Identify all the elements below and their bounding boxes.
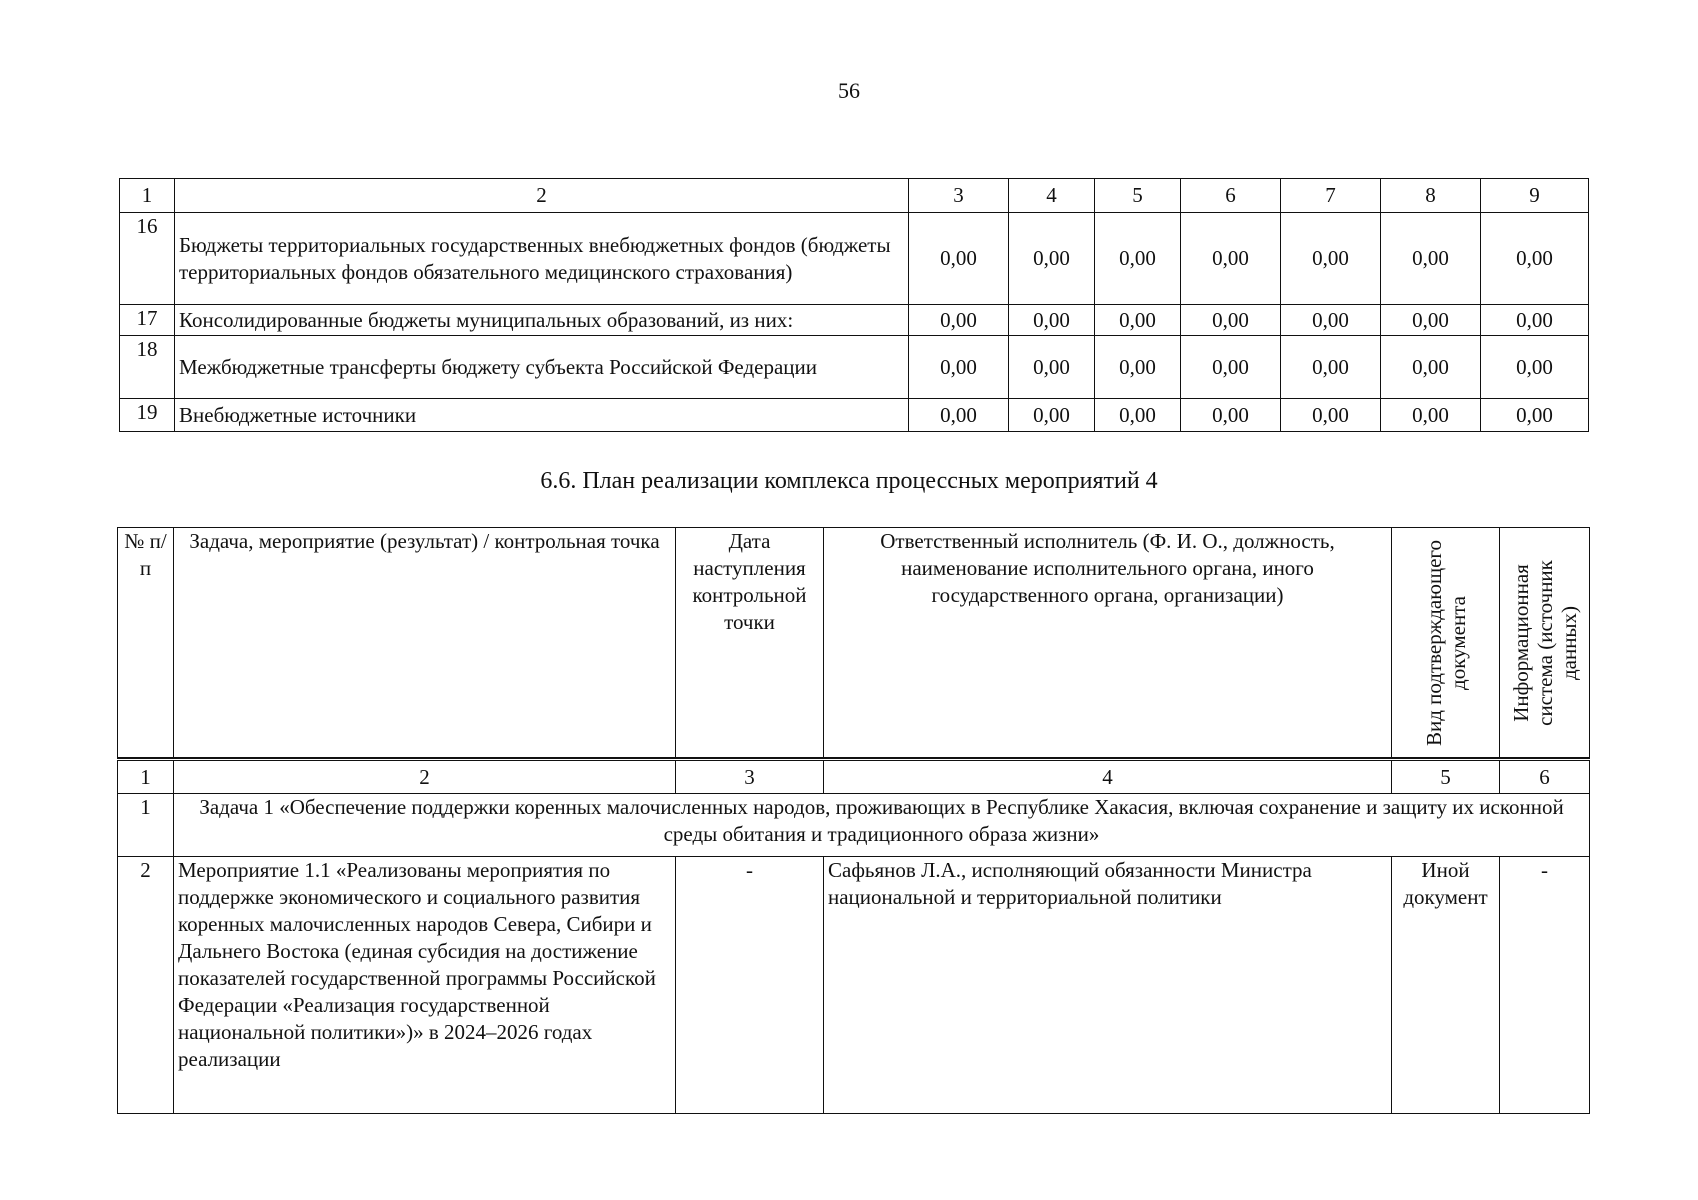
row-label: Бюджеты территориальных государственных внебюджетных фондов (бюджеты территориальных фондов обязательного медицинского страхования) [175,213,909,305]
value-cell: 0,00 [1009,305,1095,336]
task-text: Задача 1 «Обеспечение поддержки коренных малочисленных народов, проживающих в Республике Хакасия, включая сохранение и защиту их исконной среды обитания и традиционного образа жизни» [174,794,1590,857]
value-cell: 0,00 [909,336,1009,399]
funding-sources-table [119,178,1589,432]
value-cell: 0,00 [1481,213,1589,305]
value-cell: 0,00 [1095,336,1181,399]
column-number: 6 [1500,760,1590,794]
column-number: 2 [174,760,676,794]
header-responsible: Ответственный исполнитель (Ф. И. О., должность, наименование исполнительного органа, иного государственного органа, организации) [824,528,1392,758]
column-number: 4 [824,760,1392,794]
page-number: 56 [838,78,860,103]
header-info-system-text: Информационная система (источник данных) [1508,559,1581,726]
column-number: 5 [1392,760,1500,794]
section-title: 6.6. План реализации комплекса процессных мероприятий 4 [540,468,1158,494]
value-cell: 0,00 [1281,305,1381,336]
row-number: 18 [120,336,175,399]
row-label: Межбюджетные трансферты бюджету субъекта Российской Федерации [175,336,909,399]
row-number: 16 [120,213,175,305]
row-number: 17 [120,305,175,336]
value-cell: 0,00 [1181,399,1281,432]
header-cell: 3 [909,179,1009,213]
value-cell: 0,00 [909,213,1009,305]
column-number: 3 [676,760,824,794]
table-header-row [120,179,1589,213]
row-number: 19 [120,399,175,432]
value-cell: 0,00 [1009,399,1095,432]
header-cell: 2 [175,179,909,213]
task-number: 1 [118,794,174,857]
header-doc-type-text: Вид подтверждающего документа [1421,539,1470,746]
activity-row [118,857,1590,1114]
activity-doc-type: Иной документ [1392,857,1500,1114]
header-info-system [1500,528,1590,758]
value-cell: 0,00 [1381,213,1481,305]
value-cell: 0,00 [1095,213,1181,305]
value-cell: 0,00 [1281,213,1381,305]
value-cell: 0,00 [1481,399,1589,432]
value-cell: 0,00 [1181,336,1281,399]
header-cell: 6 [1181,179,1281,213]
value-cell: 0,00 [1009,336,1095,399]
activity-info-system: - [1500,857,1590,1114]
header-cell: 5 [1095,179,1181,213]
value-cell: 0,00 [1009,213,1095,305]
header-date: Дата наступления контрольной точки [676,528,824,758]
value-cell: 0,00 [1481,305,1589,336]
table-row [120,213,1589,305]
activity-responsible: Сафьянов Л.А., исполняющий обязанности Министра национальной и территориальной политики [824,857,1392,1114]
header-cell: 8 [1381,179,1481,213]
activity-number: 2 [118,857,174,1114]
value-cell: 0,00 [1281,336,1381,399]
value-cell: 0,00 [1181,305,1281,336]
activity-date: - [676,857,824,1114]
table-row [120,399,1589,432]
value-cell: 0,00 [1095,305,1181,336]
header-task: Задача, мероприятие (результат) / контрольная точка [174,528,676,758]
table-row [120,336,1589,399]
table-row [120,305,1589,336]
task-row [118,794,1590,857]
value-cell: 0,00 [909,399,1009,432]
column-number: 1 [118,760,174,794]
value-cell: 0,00 [1281,399,1381,432]
header-cell: 4 [1009,179,1095,213]
value-cell: 0,00 [1381,336,1481,399]
header-cell: 1 [120,179,175,213]
implementation-plan-table [117,527,1590,1114]
activity-name: Мероприятие 1.1 «Реализованы мероприятия по поддержке экономического и социального развития коренных малочисленных народов Севера, Сибири и Дальнего Востока (единая субсидия на достижение показателей государственной программы Российской Федерации «Реализация государственной национальной политики»)» в 2024–2026 годах реализации [174,857,676,1114]
row-label: Внебюджетные источники [175,399,909,432]
value-cell: 0,00 [1481,336,1589,399]
value-cell: 0,00 [1381,305,1481,336]
header-cell: 9 [1481,179,1589,213]
header-number: № п/п [118,528,174,758]
value-cell: 0,00 [909,305,1009,336]
table-header-row [118,528,1590,758]
value-cell: 0,00 [1095,399,1181,432]
column-numbers-row [118,760,1590,794]
header-cell: 7 [1281,179,1381,213]
row-label: Консолидированные бюджеты муниципальных образований, из них: [175,305,909,336]
header-doc-type [1392,528,1500,758]
value-cell: 0,00 [1381,399,1481,432]
value-cell: 0,00 [1181,213,1281,305]
